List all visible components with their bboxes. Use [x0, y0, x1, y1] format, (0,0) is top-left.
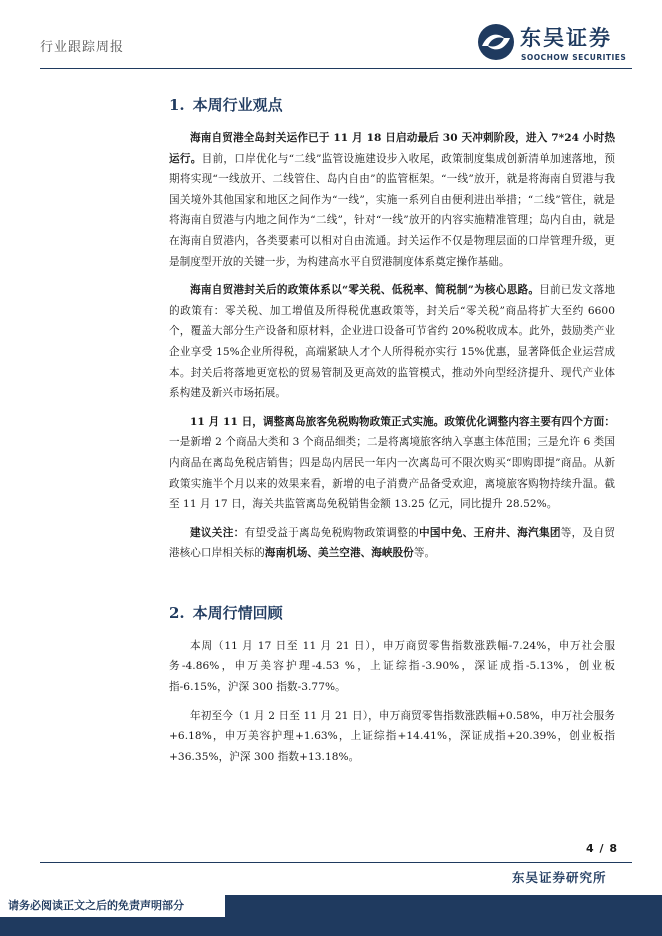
paragraph-text: 年初至今（1 月 2 日至 11 月 21 日），申万商贸零售指数涨跌幅+0.58%，申万社会服务+6.18%，申万美容护理+1.63%，上证综指+14.41%，深证成指+20.39%，创业板指+36.35%，沪深 300 指数+13.18%。	[169, 709, 615, 763]
paragraph-text: 等。	[413, 547, 436, 560]
paragraph	[169, 412, 615, 515]
recommended-stocks-duty-free: 中国中免、王府井、海汽集团	[419, 526, 561, 539]
report-type-label: 行业跟踪周报	[40, 40, 125, 55]
header-divider	[40, 68, 632, 69]
paragraph-lead: 11 月 11 日，调整离岛旅客免税购物政策正式实施。政策优化调整内容主要有四个方面：	[190, 415, 615, 428]
section-title-text: 本周行业观点	[192, 96, 283, 114]
paragraph-lead: 建议关注：	[190, 526, 245, 539]
brand-name-en: SOOCHOW SECURITIES	[521, 53, 627, 62]
brand-name-cn: 东吴证券	[520, 26, 612, 50]
paragraph-text: 有望受益于离岛免税购物政策调整的	[244, 526, 419, 539]
brand-logo-icon	[476, 22, 516, 62]
section-title-industry-view	[169, 92, 615, 118]
report-body	[169, 92, 615, 775]
paragraph-lead: 海南自贸港全岛封关运作已于 11 月 18 日启动最后 30 天冲刺阶段，进入 7*24 小时热运行。	[169, 132, 615, 165]
research-institute-name: 东吴证券研究所	[512, 870, 607, 885]
paragraph-recommendation	[169, 523, 615, 564]
paragraph	[169, 128, 615, 272]
paragraph-text: 一是新增 2 个商品大类和 3 个商品细类；二是将离境旅客纳入享惠主体范围；三是允许 6 类国内商品在离岛免税店销售；四是岛内居民一年内一次离岛可不限次购买“即购即提”商品。从新政策实施半个月以来的效果来看，新增的电子消费产品备受欢迎，离境旅客购物持续升温。截至 11 月 17 日，海关共监管离岛免税销售金额 13.25 亿元，同比提升 28.52%。	[169, 436, 615, 511]
section-number: 1.	[169, 96, 185, 114]
paragraph-text: 目前，口岸优化与“二线”监管设施建设步入收尾，政策制度集成创新清单加速落地，预期将实现“一线放开、二线管住、岛内自由”的监管框架。“一线”放开，就是将海南自贸港与我国关境外其他国家和地区之间作为“一线”，实施一系列自由便利进出举措；“二线”管住，就是将海南自贸港与内地之间作为“二线”，针对“一线”放开的内容实施精准管理；岛内自由，就是在海南自贸港内，各类要素可以相对自由流通。封关运作不仅是物理层面的口岸管理升级，更是制度型开放的关键一步，为构建高水平自贸港制度体系奠定操作基础。	[169, 152, 616, 268]
paragraph-ytd-performance	[169, 706, 615, 768]
section-number: 2.	[169, 603, 185, 622]
paragraph-lead: 海南自贸港封关后的政策体系以“零关税、低税率、简税制”为核心思路。	[190, 284, 540, 297]
brand-logo	[476, 20, 646, 70]
section-title-text: 本周行情回顾	[192, 603, 283, 622]
paragraph-text: 等，及自贸港核心口岸相关标的	[169, 526, 616, 560]
paragraph-text: 本周（11 月 17 日至 11 月 21 日），申万商贸零售指数涨跌幅-7.24%，申万社会服务-4.86%，申万美容护理-4.53 %，上证综指-3.90%，深证成指-5.13%，创业板指-6.15%，沪深 300 指数-3.77%。	[169, 639, 615, 694]
paragraph-text: 目前已发文落地的政策有：零关税、加工增值及所得税优惠政策等，封关后“零关税”商品将扩大至约 6600 个，覆盖大部分生产设备和原材料，企业进口设备可节省约 20%税收成本。此外，鼓励类产业企业享受 15%企业所得税，高端紧缺人才个人所得税亦实行 15%优惠，显著降低企业运营成本。封关后将落地更宽松的贸易管制及更高效的监管模式，推动外向型经济提升、现代产业体系构建及新兴市场拓展。	[169, 284, 615, 400]
page-number: 4 / 8	[586, 842, 618, 855]
paragraph-weekly-performance	[169, 636, 615, 698]
paragraph	[169, 280, 615, 404]
section-title-market-review	[169, 600, 615, 626]
disclaimer-notice: 请务必阅读正文之后的免责声明部分	[0, 895, 226, 917]
recommended-stocks-ports: 海南机场、美兰空港、海峡股份	[264, 547, 414, 560]
footer-divider	[40, 862, 632, 863]
